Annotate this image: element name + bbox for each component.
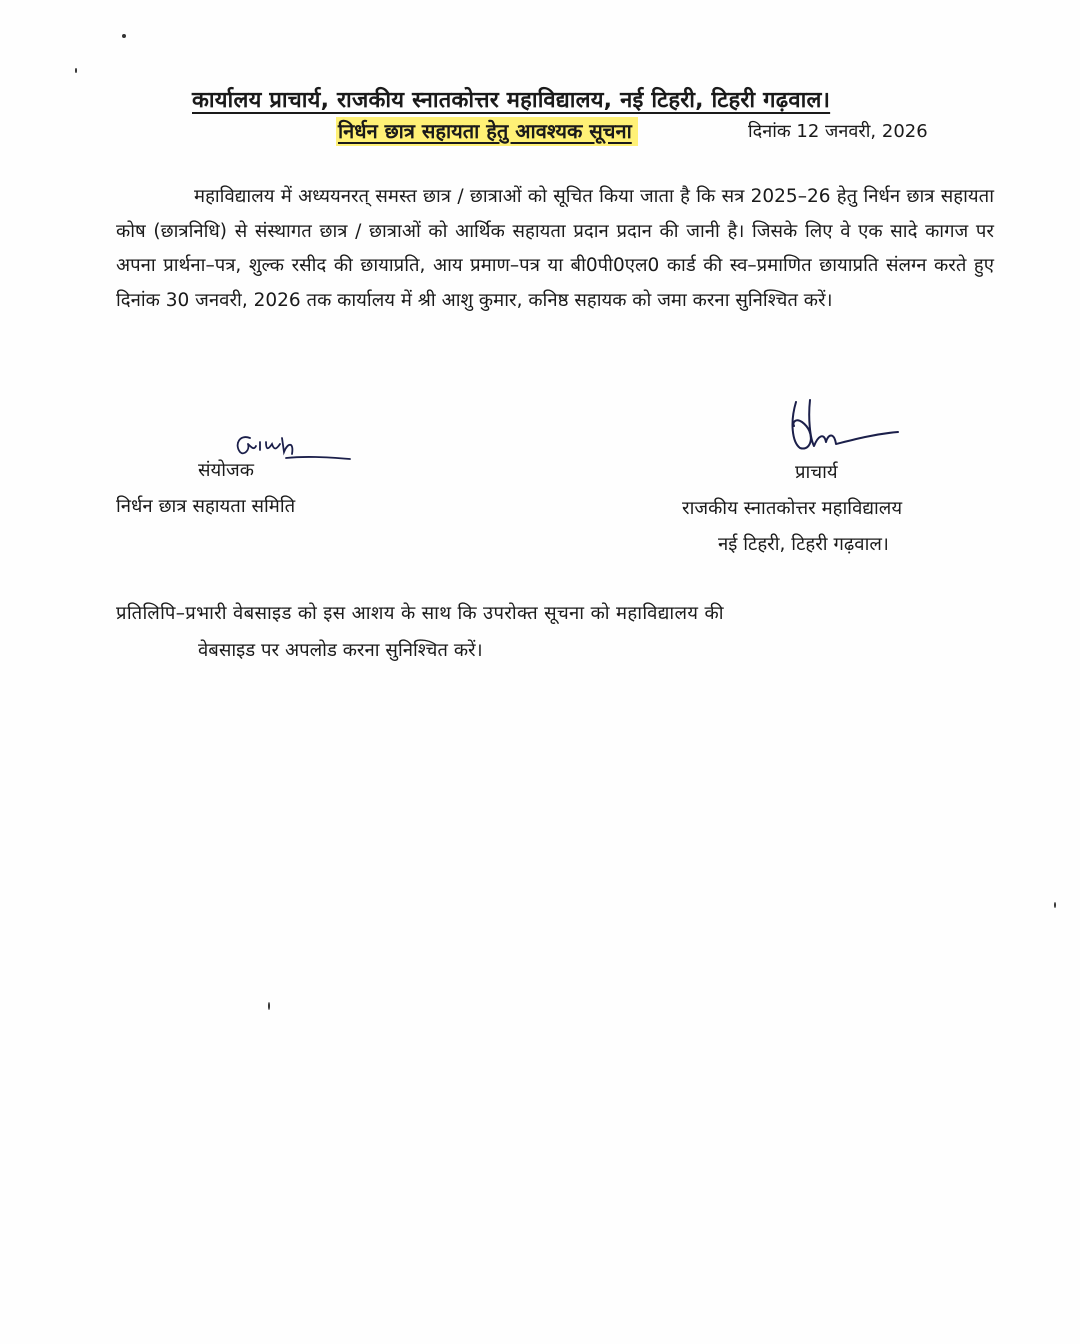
notice-subject: निर्धन छात्र सहायता हेतु आवश्यक सूचना: [336, 117, 638, 146]
scan-speck: [268, 1002, 270, 1010]
notice-body: महाविद्यालय में अध्ययनरत् समस्त छात्र / छात्राओं को सूचित किया जाता है कि सत्र 2025–26 हेतु निर्धन छात्र सहायता कोष (छात्रनिधि) से संस्थागत छात्र / छात्राओं को आर्थिक सहायता प्रदान प्रदान की जानी है। जिसके लिए वे एक सादे कागज पर अपना प्रार्थना–पत्र, शुल्क रसीद की छायाप्रति, आय प्रमाण–पत्र या बी0पी0एल0 कार्ड की स्व–प्रमाणित छायाप्रति संलग्न करते हुए दिनांक 30 जनवरी, 2026 तक कार्यालय में श्री आशु कुमार, कनिष्ठ सहायक को जमा करना सुनिश्चित करें।: [116, 186, 994, 311]
copy-to-line-2: वेबसाइड पर अपलोड करना सुनिश्चित करें।: [198, 640, 483, 661]
principal-place: नई टिहरी, टिहरी गढ़वाल।: [718, 534, 889, 555]
principal-signature: [782, 392, 907, 462]
office-title: कार्यालय प्राचार्य, राजकीय स्नातकोत्तर महाविद्यालय, नई टिहरी, टिहरी गढ़वाल।: [192, 88, 831, 113]
convener-role: संयोजक: [198, 460, 254, 481]
copy-to-line-1: प्रतिलिपि–प्रभारी वेबसाइड को इस आशय के साथ कि उपरोक्त सूचना को महाविद्यालय की: [116, 603, 724, 624]
notice-date: दिनांक 12 जनवरी, 2026: [748, 121, 928, 142]
scan-speck: [1054, 902, 1056, 908]
scan-speck: [122, 34, 126, 38]
principal-role: प्राचार्य: [795, 462, 838, 483]
convener-committee: निर्धन छात्र सहायता समिति: [116, 496, 296, 517]
principal-college: राजकीय स्नातकोत्तर महाविद्यालय: [682, 498, 903, 519]
scan-speck: [75, 68, 77, 73]
